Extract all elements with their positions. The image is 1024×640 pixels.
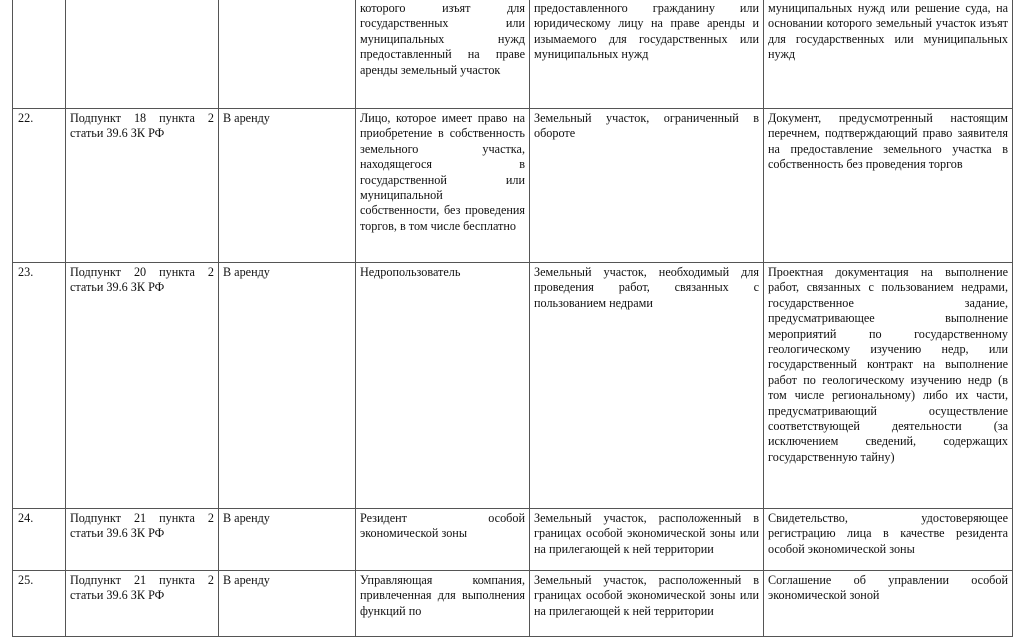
land-plot-cell: Земельный участок, ограниченный в обороте (530, 109, 764, 263)
document-cell: муниципальных нужд или решение суда, на основании которого земельный участок изъят для государственных или муниципальных нужд (764, 0, 1013, 109)
applicant-cell: Резидент особой экономической зоны (356, 509, 530, 571)
table-row (13, 509, 1013, 571)
document-cell: Соглашение об управлении особой экономической зоной (764, 571, 1013, 637)
land-plot-cell: предоставленного гражданину или юридическому лицу на праве аренды и изымаемого для государственных или муниципальных нужд (530, 0, 764, 109)
land-plot-cell: Земельный участок, расположенный в границах особой экономической зоны или на прилегающей к ней территории (530, 571, 764, 637)
legal-basis-cell (66, 0, 219, 109)
document-cell: Проектная документация на выполнение работ, связанных с пользованием недрами, государственное задание, предусматривающее выполнение мероприятий по государственному геологическому изучению недр, или государственный контракт на выполнение работ по геологическому изучению недр (в том числе региональному) либо их части, предусматривающий осуществление соответствующей деятельности (за исключением сведений, содержащих государственную тайну) (764, 263, 1013, 509)
row-number-cell: 25. (13, 571, 66, 637)
legal-basis-cell: Подпункт 21 пункта 2 статьи 39.6 ЗК РФ (66, 509, 219, 571)
table-row (13, 571, 1013, 637)
land-plot-cell: Земельный участок, необходимый для проведения работ, связанных с пользованием недрами (530, 263, 764, 509)
table-row (13, 109, 1013, 263)
land-plot-cell: Земельный участок, расположенный в границах особой экономической зоны или на прилегающей к ней территории (530, 509, 764, 571)
legal-basis-cell: Подпункт 20 пункта 2 статьи 39.6 ЗК РФ (66, 263, 219, 509)
row-number-cell: 24. (13, 509, 66, 571)
right-type-cell: В аренду (219, 509, 356, 571)
row-number-cell: 22. (13, 109, 66, 263)
legal-basis-cell: Подпункт 21 пункта 2 статьи 39.6 ЗК РФ (66, 571, 219, 637)
land-plot-table (12, 0, 1013, 637)
right-type-cell: В аренду (219, 109, 356, 263)
right-type-cell: В аренду (219, 263, 356, 509)
applicant-cell: Недропользователь (356, 263, 530, 509)
legal-basis-cell: Подпункт 18 пункта 2 статьи 39.6 ЗК РФ (66, 109, 219, 263)
document-cell: Документ, предусмотренный настоящим перечнем, подтверждающий право заявителя на предоставление земельного участка в собственность без проведения торгов (764, 109, 1013, 263)
table-row (13, 0, 1013, 109)
right-type-cell: В аренду (219, 571, 356, 637)
document-cell: Свидетельство, удостоверяющее регистрацию лица в качестве резидента особой экономической зоны (764, 509, 1013, 571)
right-type-cell (219, 0, 356, 109)
row-number-cell: 23. (13, 263, 66, 509)
table-row (13, 263, 1013, 509)
applicant-cell: Управляющая компания, привлеченная для выполнения функций по (356, 571, 530, 637)
applicant-cell: Лицо, которое имеет право на приобретение в собственность земельного участка, находящегося в государственной или муниципальной собственности, без проведения торгов, в том числе бесплатно (356, 109, 530, 263)
row-number-cell (13, 0, 66, 109)
applicant-cell: которого изъят для государственных или муниципальных нужд предоставленный на праве аренды земельный участок (356, 0, 530, 109)
